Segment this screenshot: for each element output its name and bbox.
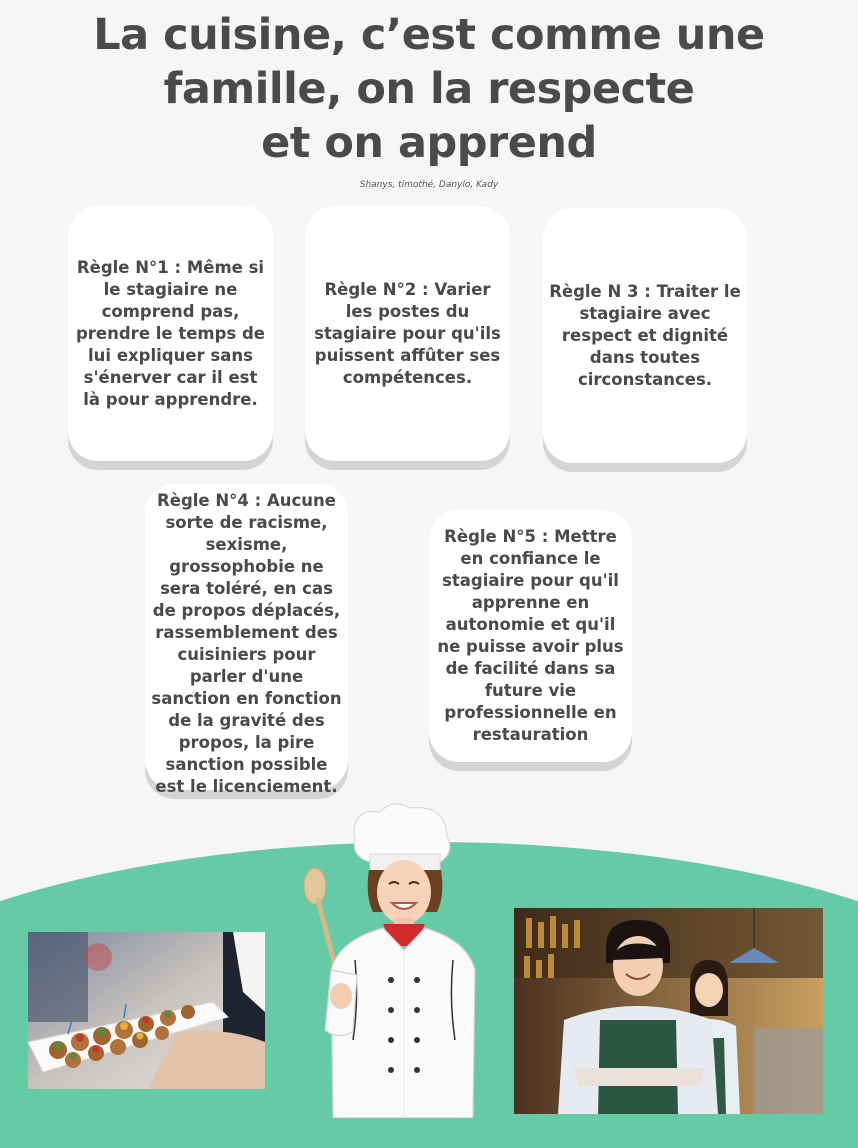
waiter-serving-appetizer-tray-photo (28, 932, 265, 1089)
rule-card-4 (145, 484, 348, 796)
cooks-illustration (514, 908, 823, 1114)
title-line-1: La cuisine, c’est comme une (93, 10, 765, 60)
rule-card-3 (543, 208, 747, 463)
rule-2-text: Règle N°2 : Varier les postes du stagiaire pour qu'ils puissent affûter ses compétences. (314, 279, 501, 387)
rule-card-5 (429, 510, 632, 762)
appetizer-tray-illustration (28, 932, 265, 1089)
rule-card-2 (305, 206, 510, 461)
rule-card-1 (68, 206, 273, 461)
rule-3-text: Règle N 3 : Traiter le stagiaire avec respect et dignité dans toutes circonstances. (549, 281, 741, 389)
title-line-3: et on apprend (261, 118, 597, 168)
rule-1-text: Règle N°1 : Même si le stagiaire ne comprend pas, prendre le temps de lui expliquer sans s'énerver car il est là pour apprendre. (75, 257, 265, 409)
rule-4-text: Règle N°4 : Aucune sorte de racisme, sexisme, grossophobie ne sera toléré, en cas de propos déplacés, rassemblement des cuisiniers pour parler d'une sanction en fonction de la gravité des propos, la pire sanction possible est le licenciement. (151, 491, 342, 796)
page-title (0, 8, 858, 170)
chef-illustration (295, 800, 485, 1118)
title-line-2: famille, on la respecte (163, 64, 695, 114)
rule-5-text: Règle N°5 : Mettre en confiance le stagiaire pour qu'il apprenne en autonomie et qu'il ne puisse avoir plus de facilité dans sa future vie professionnelle en restauration (437, 527, 624, 744)
smiling-chef-with-wooden-spoon-photo (295, 800, 485, 1118)
two-young-cooks-in-green-aprons-photo (514, 908, 823, 1114)
authors-credit: Shanys, timothé, Danylo, Kady (359, 180, 499, 190)
